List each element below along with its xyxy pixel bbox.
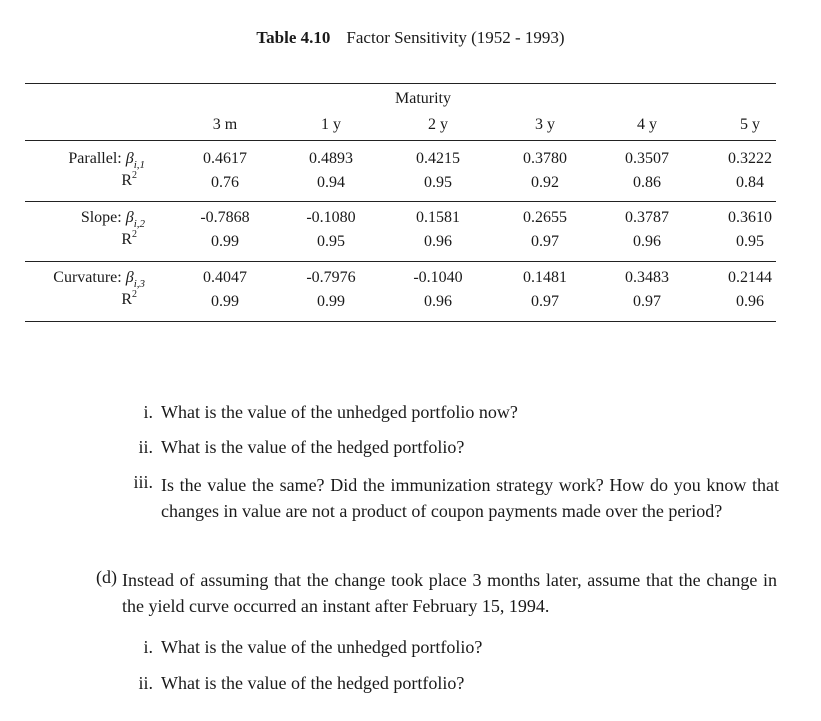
table-number: Table 4.10 [256, 28, 331, 47]
beta-value: 0.3483 [625, 269, 669, 286]
column-header: 3 m [212, 116, 238, 133]
beta-value: 0.3780 [523, 150, 567, 167]
column-header: 3 y [535, 116, 555, 133]
beta-value: 0.4047 [203, 269, 247, 286]
r2-value: 0.96 [633, 233, 661, 250]
r2-value: 0.96 [736, 293, 764, 310]
table-header-rule [25, 140, 776, 141]
beta-value: -0.1080 [306, 209, 356, 226]
row-label-parallel: Parallel: $\beta_{i,1}$ [68, 150, 145, 171]
r2-value: 0.95 [424, 174, 452, 191]
table-title: Factor Sensitivity (1952 - 1993) [346, 28, 565, 47]
row-divider [25, 201, 776, 202]
row-label-curvature: Curvature: $\beta_{i,3}$ [53, 269, 145, 290]
beta-value: 0.1581 [416, 209, 460, 226]
r2-value: 0.84 [736, 174, 764, 191]
question-text: What is the value of the unhedged portfolio? [161, 637, 483, 657]
table-caption [0, 28, 821, 48]
column-header: 4 y [637, 116, 657, 133]
question-text: Is the value the same? Did the immunization strategy work? How do you know that changes in value are not a product of coupon payments made over the period? [161, 475, 779, 521]
question-marker: i. [143, 402, 153, 422]
beta-value: 0.4617 [203, 150, 247, 167]
beta-value: -0.7976 [306, 269, 356, 286]
row-divider [25, 261, 776, 262]
column-header: 1 y [321, 116, 341, 133]
r2-label: $R^2$ [121, 229, 137, 248]
beta-value: 0.4215 [416, 150, 460, 167]
beta-value: -0.7868 [200, 209, 250, 226]
r2-value: 0.96 [424, 293, 452, 310]
r2-value: 0.95 [317, 233, 345, 250]
part-d-text: Instead of assuming that the change took place 3 months later, assume that the change in the yield curve occurred an instant after February 15, 1994. [122, 570, 777, 616]
question-marker: ii. [138, 673, 153, 693]
beta-value: 0.3787 [625, 209, 669, 226]
r2-value: 0.96 [424, 233, 452, 250]
r2-value: 0.95 [736, 233, 764, 250]
r2-value: 0.97 [531, 233, 559, 250]
r2-value: 0.97 [633, 293, 661, 310]
question-marker: iii. [133, 472, 153, 492]
r2-value: 0.99 [317, 293, 345, 310]
table-bottom-rule [25, 321, 776, 322]
part-marker: (d) [96, 567, 117, 587]
r2-value: 0.99 [211, 233, 239, 250]
r2-value: 0.99 [211, 293, 239, 310]
question-text: What is the value of the unhedged portfolio now? [161, 402, 518, 422]
beta-value: 0.3610 [728, 209, 772, 226]
beta-value: 0.3222 [728, 150, 772, 167]
question-text: What is the value of the hedged portfolio? [161, 437, 465, 457]
column-header: 2 y [428, 116, 448, 133]
question-marker: ii. [138, 437, 153, 457]
r2-label: $R^2$ [121, 289, 137, 308]
beta-value: 0.3507 [625, 150, 669, 167]
table-top-rule [25, 83, 776, 84]
r2-value: 0.92 [531, 174, 559, 191]
column-header: 5 y [740, 116, 760, 133]
beta-value: -0.1040 [413, 269, 463, 286]
beta-value: 0.4893 [309, 150, 353, 167]
row-label-slope: Slope: $\beta_{i,2}$ [80, 209, 145, 230]
r2-label: $R^2$ [121, 170, 137, 189]
beta-value: 0.2655 [523, 209, 567, 226]
maturity-header: Maturity [395, 90, 451, 107]
beta-value: 0.2144 [728, 269, 772, 286]
question-text: What is the value of the hedged portfolio? [161, 673, 465, 693]
beta-value: 0.1481 [523, 269, 567, 286]
r2-value: 0.97 [531, 293, 559, 310]
r2-value: 0.86 [633, 174, 661, 191]
r2-value: 0.76 [211, 174, 239, 191]
question-marker: i. [143, 637, 153, 657]
r2-value: 0.94 [317, 174, 345, 191]
